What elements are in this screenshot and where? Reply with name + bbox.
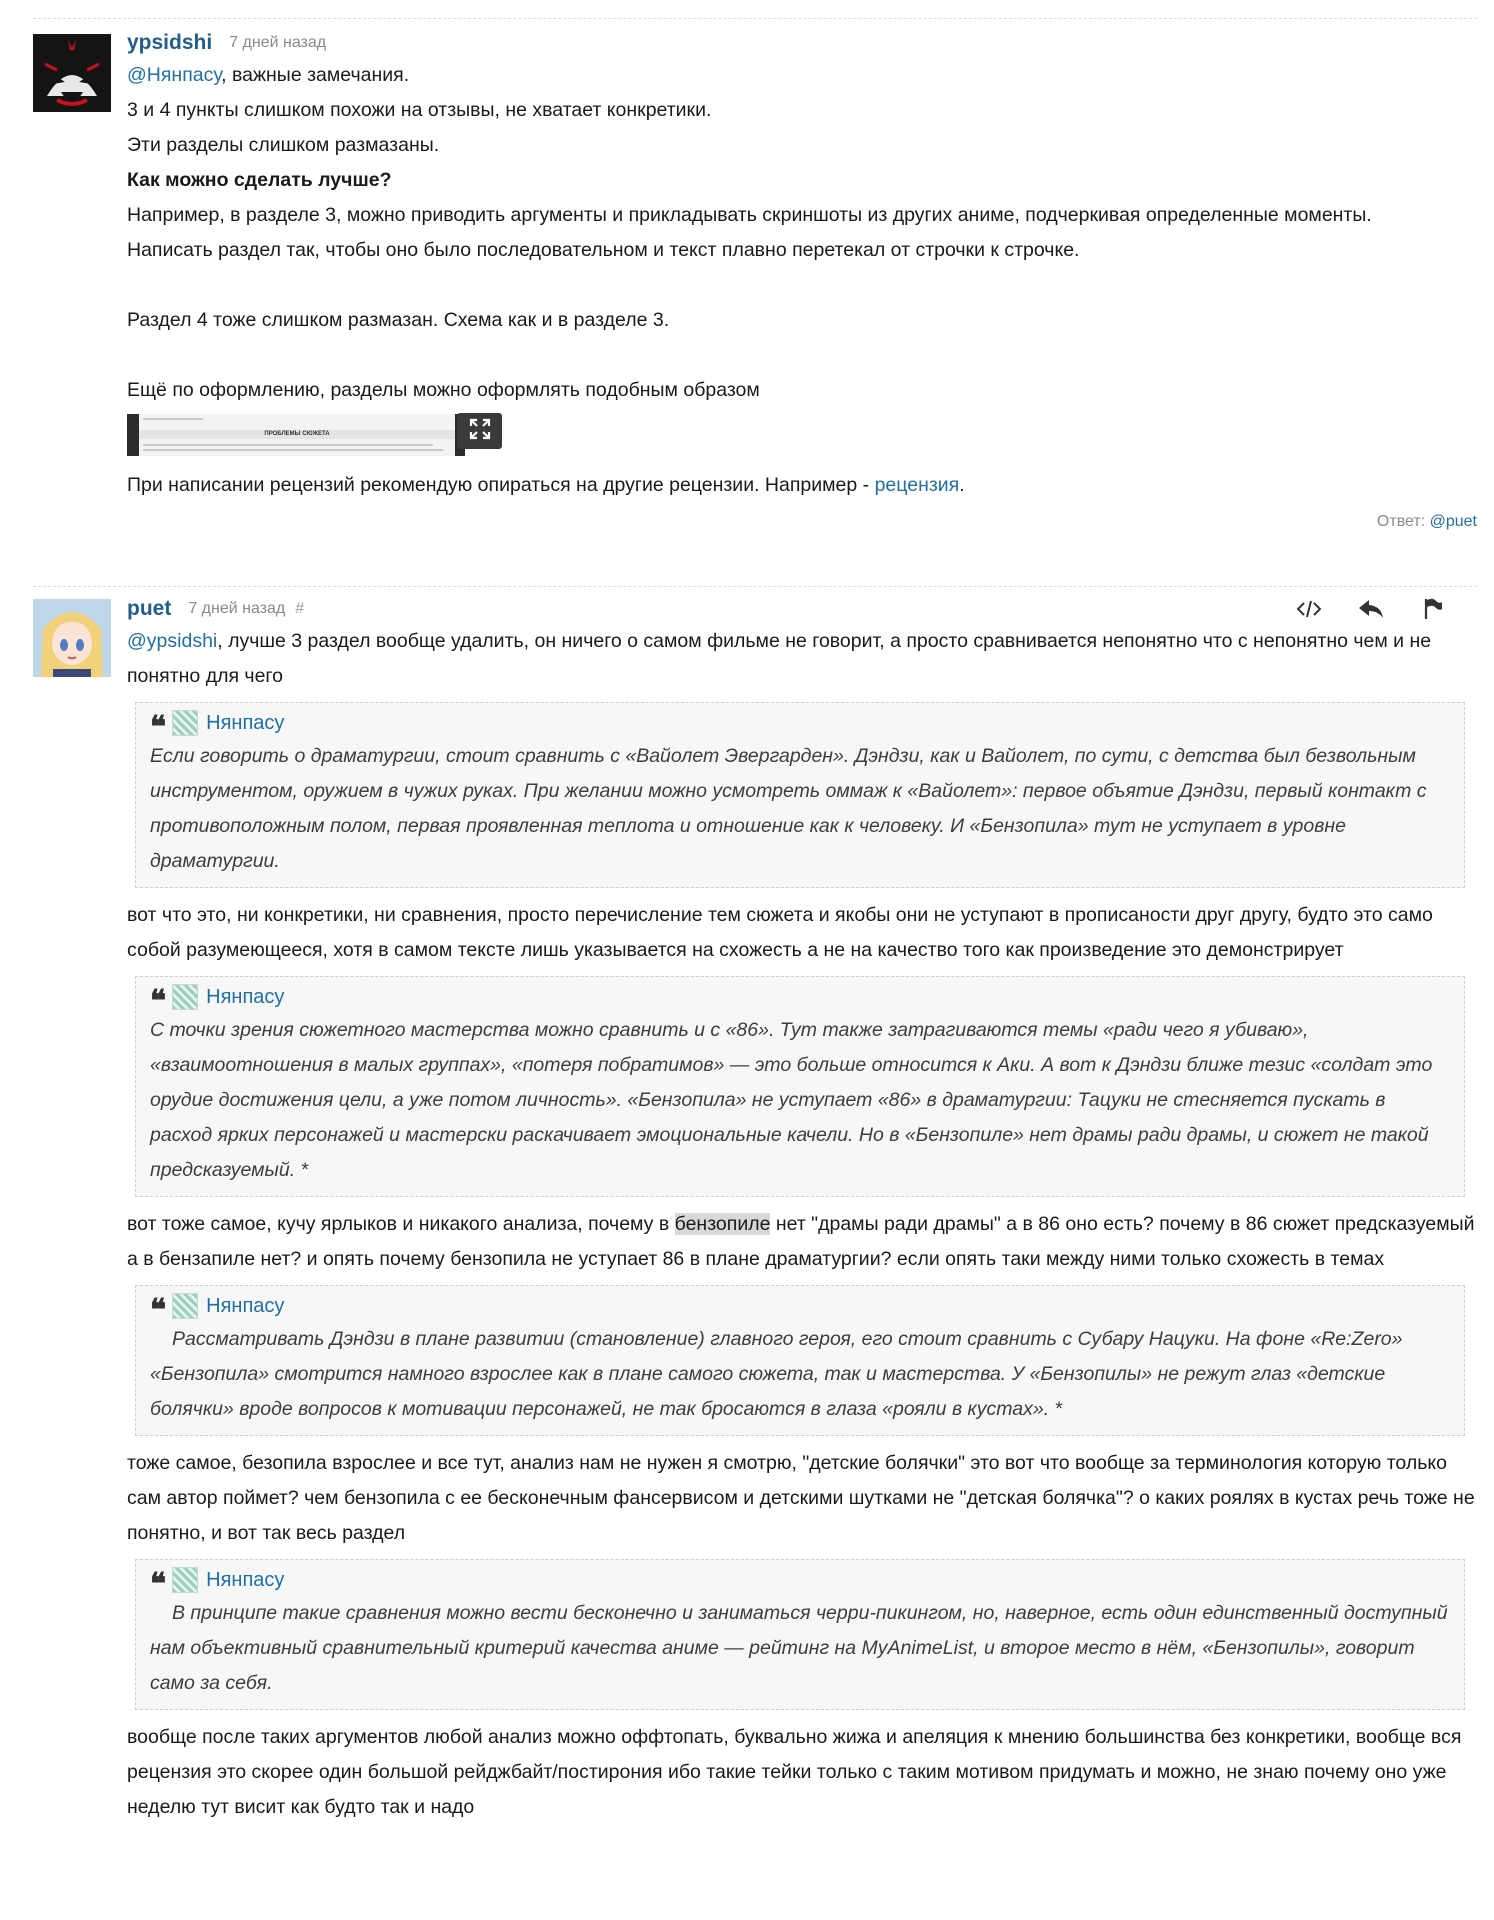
- comment-line: тоже самое, безопила взрослее и все тут, анализ нам не нужен я смотрю, "детские болячки" это вот что вообще за терминология которую только сам автор поймет? чем бензопила с ее бесконечным фансервисом и детскими шутками не "детская болячка"? о каких роялях в кустах речь тоже не понятно, и вот так весь раздел: [127, 1452, 1475, 1544]
- comment-actions: [1289, 594, 1453, 624]
- comment-line: вообще после таких аргументов любой анализ можно оффтопать, буквально жижа и апеляция к мнению большинства без конкретики, вообще вся рецензия это скорее один большой рейджбайт/постирония ибо такие тейки только с таким мотивом придумать и можно, не знаю почему оно уже неделю тут висит как будто так и надо: [127, 1726, 1462, 1818]
- code-icon[interactable]: [1289, 594, 1329, 624]
- quote-block: [135, 976, 1465, 1197]
- comment-line: Например, в разделе 3, можно приводить аргументы и прикладывать скриншоты из других аниме, подчеркивая определенные моменты.: [127, 204, 1372, 226]
- comment-heading: Как можно сделать лучше?: [127, 169, 392, 191]
- reply-to-user-link[interactable]: @puet: [1429, 513, 1477, 530]
- reply-to: Ответ: @puet: [1376, 513, 1477, 530]
- comment-author[interactable]: puet: [127, 597, 172, 620]
- comment-time[interactable]: 7 дней назад: [188, 600, 286, 617]
- comment-line: Раздел 4 тоже слишком размазан. Схема как и в разделе 3.: [127, 309, 670, 331]
- quote-text: В принципе такие сравнения можно вести бесконечно и заниматься черри-пикингом, но, наверное, есть один единственный доступный нам объективный сравнительный критерий качества аниме — рейтинг на MyAnimeList, и второе место в нём, «Бензопилы», говорит само за себя.: [150, 1602, 1448, 1694]
- review-link[interactable]: рецензия: [874, 474, 960, 496]
- comment-separator-top: [33, 18, 1477, 19]
- quote-avatar[interactable]: [172, 710, 198, 736]
- comment-line: 3 и 4 пункты слишком похожи на отзывы, не хватает конкретики.: [127, 99, 712, 121]
- comment-body: [127, 594, 1477, 1825]
- quote-avatar[interactable]: [172, 1567, 198, 1593]
- quote-author-link[interactable]: Нянпасу: [206, 985, 285, 1008]
- quote-icon: ❝: [150, 984, 167, 1019]
- comment-time[interactable]: 7 дней назад: [229, 34, 327, 51]
- quote-icon: ❝: [150, 710, 167, 745]
- quote-avatar[interactable]: [172, 1293, 198, 1319]
- flag-icon[interactable]: [1413, 594, 1453, 624]
- quote-icon: ❝: [150, 1293, 167, 1328]
- quote-text: Рассматривать Дэндзи в плане развитии (становление) главного героя, его стоит сравнить с Субару Нацуки. На фоне «Re:Zero» «Бензопила» смотрится намного взрослее как в плане самого сюжета, так и мастерства. У «Бензопилы» не режут глаз «детские болячки» вроде вопросов к мотивации персонажей, не так бросаются в глаза «рояли в кустах». *: [150, 1328, 1403, 1420]
- quote-author-link[interactable]: Нянпасу: [206, 711, 285, 734]
- highlighted-text: бензопиле: [674, 1213, 771, 1235]
- quote-icon: ❝: [150, 1567, 167, 1602]
- comment-separator: [33, 586, 1477, 587]
- comment-line: вот тоже самое, кучу ярлыков и никакого анализа, почему в бензопиле нет "драмы ради драмы" а в 86 оно есть? почему в 86 сюжет предсказуемый а в бензапиле нет? и опять почему бензопила не уступает 86 в плане драматургии? если опять таки между ними только схожесть в темах: [127, 1213, 1475, 1270]
- quote-avatar[interactable]: [172, 984, 198, 1010]
- comment-line: Эти разделы слишком размазаны.: [127, 134, 440, 156]
- comment-line: @ypsidshi, лучше 3 раздел вообще удалить, он ничего о самом фильме не говорит, а просто сравнивается непонятно что с непонятно чем и не понятно для чего: [127, 630, 1432, 687]
- avatar-puet[interactable]: [33, 599, 111, 677]
- thumbnail-header: ПРОБЛЕМЫ СЮЖЕТА: [264, 431, 330, 437]
- quote-block: [135, 1559, 1465, 1710]
- mention-link[interactable]: @Нянпасу: [127, 64, 222, 86]
- comment-line: Ещё по оформлению, разделы можно оформлять подобным образом: [127, 379, 760, 401]
- comment-author[interactable]: ypsidshi: [127, 31, 213, 54]
- quote-block: [135, 702, 1465, 888]
- comment-body: [127, 28, 1477, 531]
- mention-link[interactable]: @ypsidshi: [127, 630, 218, 652]
- image-thumbnail[interactable]: [127, 411, 502, 458]
- comment-line: @Нянпасу, важные замечания.: [127, 64, 410, 86]
- quote-text: С точки зрения сюжетного мастерства можно сравнить и с «86». Тут также затрагиваются темы «ради чего я убиваю», «взаимоотношения в малых группах», «потеря побратимов» — это больше относится к Аки. А вот к Дэндзи ближе тезис «солдат это орудие достижения цели, а уже потом личность». «Бензопила» не уступает «86» в драматургии: Тацуки не стесняется пускать в расход ярких персонажей и мастерски раскачивает эмоциональные качели. Но в «Бензопиле» нет драмы ради драмы, и сюжет не такой предсказуемый. *: [150, 1019, 1433, 1181]
- comment-line: Написать раздел так, чтобы оно было последовательном и текст плавно перетекал от строчки к строчке.: [127, 239, 1080, 261]
- comment-line: При написании рецензий рекомендую опираться на другие рецензии. Например - рецензия.: [127, 474, 965, 496]
- quote-author-link[interactable]: Нянпасу: [206, 1294, 285, 1317]
- comment-permalink[interactable]: #: [295, 600, 305, 617]
- thumbnail-image[interactable]: [127, 414, 465, 456]
- expand-icon: [469, 418, 491, 445]
- quote-author-link[interactable]: Нянпасу: [206, 1568, 285, 1591]
- quote-text: Если говорить о драматургии, стоит сравнить с «Вайолет Эвергарден». Дэндзи, как и Вайолет, по сути, с детства был безвольным инструментом, оружием в чужих руках. При желании можно усмотреть оммаж к «Вайолет»: первое объятие Дэндзи, первый контакт с противоположным полом, первая проявленная теплота и отношение как к человеку. И «Бензопила» тут не уступает в уровне драматургии.: [150, 745, 1427, 872]
- avatar-ypsidshi[interactable]: [33, 34, 111, 112]
- expand-image-button[interactable]: [457, 413, 502, 449]
- comment-line: вот что это, ни конкретики, ни сравнения, просто перечисление тем сюжета и якобы они не уступают в прописаности друг другу, будто это само собой разумеющееся, хотя в самом тексте лишь указывается на схожесть а не на качество того как произведение это демонстрирует: [127, 904, 1433, 961]
- quote-block: [135, 1285, 1465, 1436]
- reply-icon[interactable]: [1351, 594, 1391, 624]
